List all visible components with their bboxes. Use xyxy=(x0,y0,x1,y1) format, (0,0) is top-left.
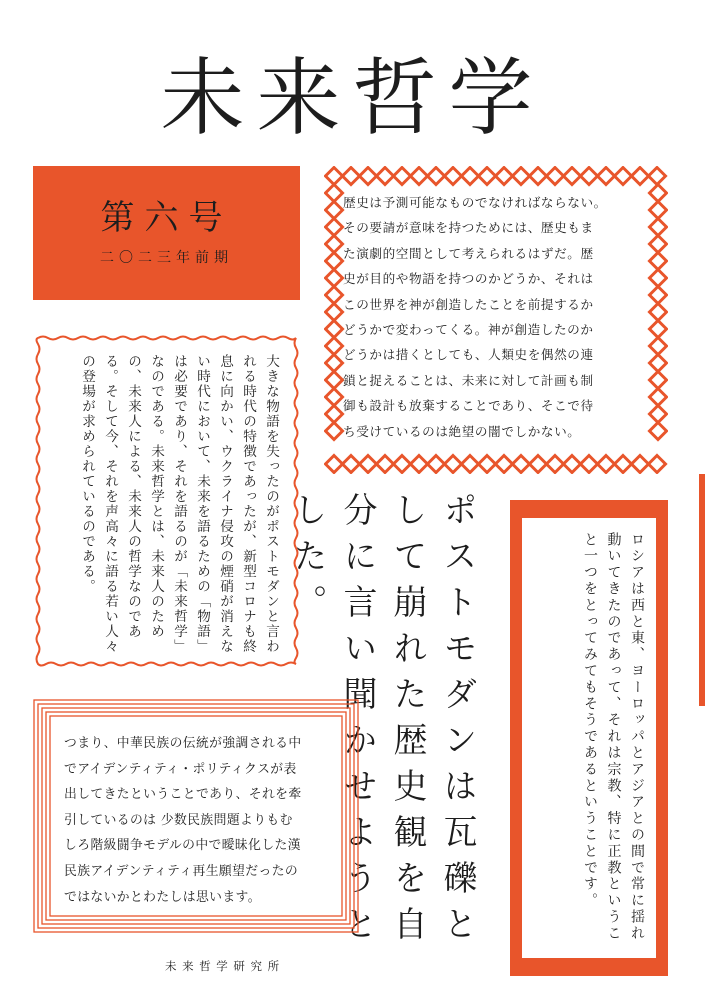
diamond-ornament xyxy=(462,168,479,185)
diamond-ornament xyxy=(411,168,428,185)
diamond-ornament xyxy=(360,168,377,185)
diamond-ornament xyxy=(326,202,343,219)
diamond-ornament xyxy=(445,168,462,185)
magazine-title: 未来哲学 xyxy=(160,49,545,147)
diamond-ornament xyxy=(377,168,394,185)
diamond-ornament xyxy=(326,287,343,304)
diamond-ornament xyxy=(394,456,411,473)
issue-number: 第六号 xyxy=(100,198,233,238)
diamond-ornament xyxy=(598,168,615,185)
diamond-ornament xyxy=(598,456,615,473)
headline-vertical-text: ポストモダンは瓦礫として崩れた歴史観を自分に言い聞かせようとした。 xyxy=(287,492,477,952)
publisher-footer: 未来哲学研究所 xyxy=(165,959,285,973)
diamond-ornament xyxy=(326,406,343,423)
diamond-ornament xyxy=(479,456,496,473)
diamond-ornament xyxy=(564,456,581,473)
text-line: ではないかとわたしは思います。 xyxy=(64,889,261,905)
text-line: ち受けているのは絶望の闇でしかない。 xyxy=(343,423,581,439)
diamond-ornament xyxy=(428,456,445,473)
diamond-ornament xyxy=(650,202,667,219)
issue-period: 二〇二三年前期 xyxy=(100,250,233,266)
text-line: 史が目的や物語を持つのかどうか、それは xyxy=(343,271,594,287)
diamond-ornament xyxy=(615,168,632,185)
text-line: つまり、中華民族の伝統が強調される中 xyxy=(64,736,302,751)
diamond-ornament xyxy=(326,185,343,202)
diamond-ornament xyxy=(650,406,667,423)
text-line: 引しているのは 少数民族問題よりもむ xyxy=(64,812,293,828)
diamond-ornament xyxy=(326,389,343,406)
diamond-ornament xyxy=(496,168,513,185)
edge-accent-bar xyxy=(699,474,705,706)
diamond-ornament xyxy=(326,355,343,372)
diamond-ornament xyxy=(632,168,649,185)
diamond-ornament xyxy=(326,456,343,473)
diamond-ornament xyxy=(479,168,496,185)
diamond-ornament xyxy=(615,456,632,473)
diamond-ornament xyxy=(650,423,667,440)
text-line: 歴史は予測可能なものでなければならない。 xyxy=(343,195,607,210)
diamond-ornament xyxy=(326,253,343,270)
diamond-ornament xyxy=(326,338,343,355)
diamond-ornament xyxy=(547,168,564,185)
diamond-ornament xyxy=(428,168,445,185)
diamond-ornament xyxy=(326,423,343,440)
diamond-ornament xyxy=(360,456,377,473)
diamond-ornament xyxy=(513,456,530,473)
diamond-ornament xyxy=(326,372,343,389)
diamond-ornament xyxy=(445,456,462,473)
issue-box xyxy=(33,166,300,300)
text-line: 鎖と捉えることは、未来に対して計画も制 xyxy=(343,372,594,388)
diamond-ornament xyxy=(632,456,649,473)
diamond-ornament xyxy=(650,185,667,202)
diamond-box-text xyxy=(343,190,649,444)
text-line: この世界を神が創造したことを前提するか xyxy=(343,296,594,312)
diamond-ornament xyxy=(650,236,667,253)
diamond-ornament xyxy=(343,168,360,185)
diamond-ornament xyxy=(650,389,667,406)
diamond-ornament xyxy=(650,355,667,372)
text-line: 御も設計も放棄することであり、そこで待 xyxy=(343,398,594,414)
diamond-ornament xyxy=(513,168,530,185)
text-line: どうかは措くとしても、人類史を偶然の連 xyxy=(343,347,594,363)
diamond-ornament xyxy=(650,372,667,389)
diamond-ornament xyxy=(650,219,667,236)
text-line: た演劇的空間として考えられるはずだ。歴 xyxy=(343,245,594,261)
text-line: でアイデンティティ・ポリティクスが表 xyxy=(64,761,297,777)
diamond-ornament xyxy=(581,456,598,473)
diamond-ornament xyxy=(326,321,343,338)
lined-box-text xyxy=(64,731,334,910)
diamond-ornament xyxy=(650,304,667,321)
diamond-ornament xyxy=(496,456,513,473)
diamond-ornament xyxy=(377,456,394,473)
text-line: どうかで変わってくる。神が創造したのか xyxy=(343,322,594,338)
text-line: その要請が意味を持つためには、歴史もま xyxy=(343,220,594,236)
diamond-ornament xyxy=(326,168,343,185)
wavy-box-vertical-text: 大きな物語を失ったのがポストモダンと言われる時代の特徴であったが、新型コロナも終息に向かい、ウクライナ侵攻の煙硝が消えない時代において、未来を語るための「物語」は必要であり、それを語るのが「未来哲学」なのである。未来哲学とは、未来人のための、未来人による、未来人の哲学なのである。そして今、それを声高々に語る若い人々の登場が求められているのである。 xyxy=(79,354,279,654)
diamond-ornament xyxy=(650,321,667,338)
diamond-ornament xyxy=(650,338,667,355)
text-line: 出してきたということであり、それを牽 xyxy=(64,787,302,803)
diamond-ornament xyxy=(650,253,667,270)
diamond-ornament xyxy=(326,236,343,253)
diamond-ornament xyxy=(649,456,666,473)
diamond-ornament xyxy=(326,219,343,236)
diamond-ornament xyxy=(530,456,547,473)
diamond-ornament xyxy=(462,456,479,473)
diamond-ornament xyxy=(394,168,411,185)
text-line: 民族アイデンティティ再生願望だったの xyxy=(64,863,299,879)
diamond-ornament xyxy=(326,270,343,287)
diamond-ornament xyxy=(411,456,428,473)
text-line: しろ階級闘争モデルの中で曖昧化した漢 xyxy=(64,838,301,854)
diamond-ornament xyxy=(581,168,598,185)
diamond-ornament xyxy=(564,168,581,185)
diamond-ornament xyxy=(547,456,564,473)
diamond-ornament xyxy=(326,304,343,321)
diamond-ornament xyxy=(343,456,360,473)
orange-box-vertical-text: ロシアは西と東、ヨーロッパとアジアとの間で常に揺れ動いてきたのであって、それは宗教、特に正教ということ一つをとってみてもそうであるということです。 xyxy=(582,532,645,942)
diamond-ornament xyxy=(650,287,667,304)
diamond-ornament xyxy=(649,168,666,185)
diamond-ornament xyxy=(530,168,547,185)
diamond-ornament xyxy=(650,270,667,287)
